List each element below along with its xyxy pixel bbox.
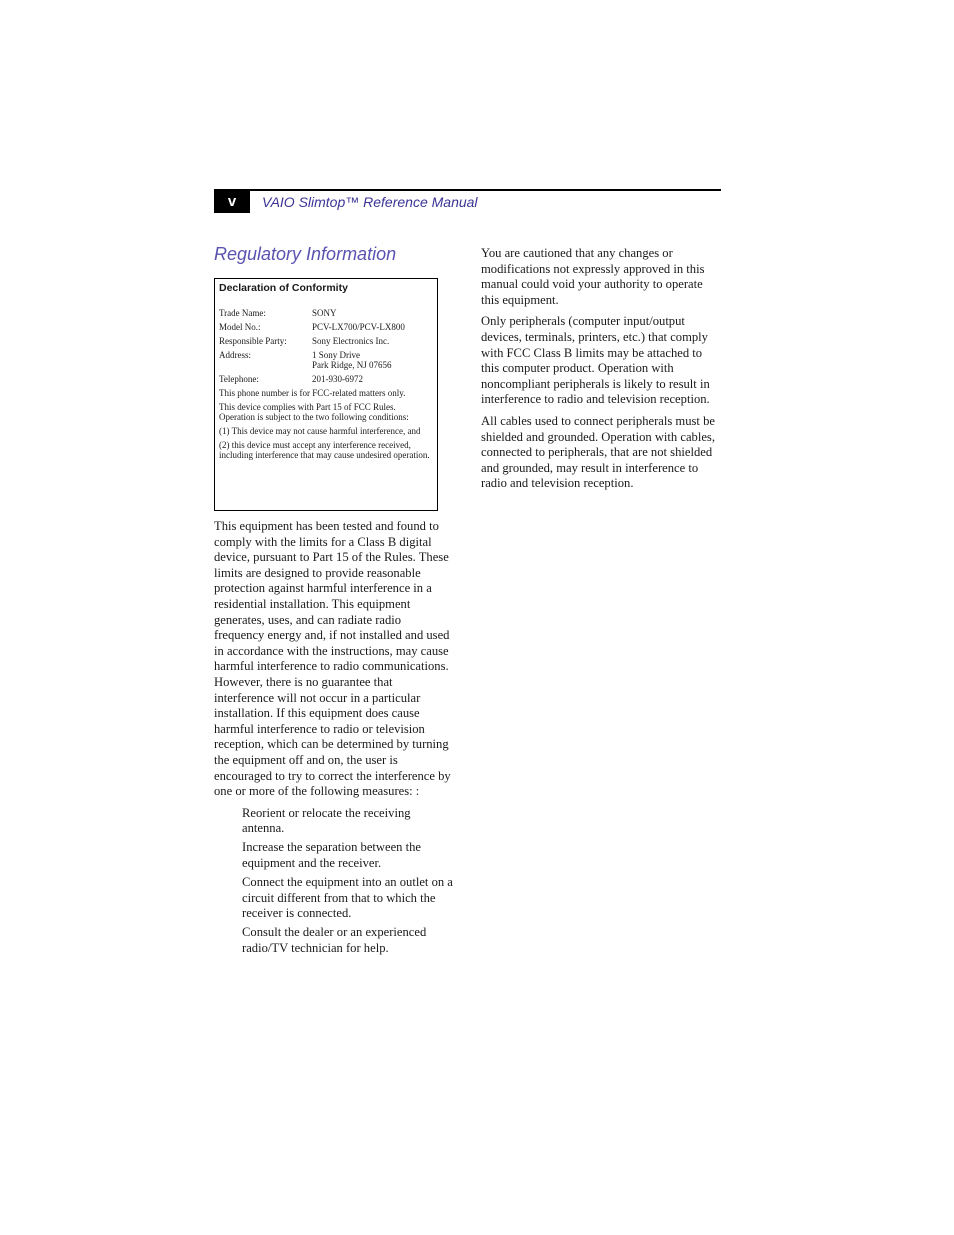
declaration-row-telephone: [219, 374, 433, 384]
declaration-label: Telephone:: [219, 374, 259, 384]
declaration-title: Declaration of Conformity: [219, 282, 348, 294]
declaration-address: [312, 350, 433, 370]
list-item: Connect the equipment into an outlet on a circuit different from that to which the receiver is connected.: [242, 875, 453, 921]
fcc-paragraph: This equipment has been tested and found to comply with the limits for a Class B digital device, pursuant to Part 15 of the Rules. These limits are designed to provide reasonable protection against harmful interference in a residential installation. This equipment generates, uses, and can radiate radio frequency energy and, if not installed and used in accordance with the instructions, may cause harmful interference to radio communications. However, there is no guarantee that interference will not occur in a particular installation. If this equipment does cause harmful interference to radio or television reception, which can be determined by turning the equipment off and on, the user is encouraged to try to correct the interference by one or more of the following measures: :: [214, 519, 451, 799]
declaration-row-address: [219, 350, 433, 370]
page-number: v: [214, 191, 250, 213]
peripherals-paragraph: Only peripherals (computer input/output devices, terminals, printers, etc.) that comply with FCC Class B limits may be attached to this computer product. Operation with noncompliant peripherals is likely to result in interference to radio and television reception.: [481, 314, 710, 407]
declaration-label: Responsible Party:: [219, 336, 287, 346]
declaration-row-model: [219, 322, 433, 332]
declaration-label: Model No.:: [219, 322, 261, 332]
declaration-note: This phone number is for FCC-related matters only.: [219, 388, 406, 398]
running-title: VAIO Slimtop™ Reference Manual: [262, 194, 478, 210]
list-item: Increase the separation between the equipment and the receiver.: [242, 840, 422, 870]
list-item: Consult the dealer or an experienced radio/TV technician for help.: [242, 925, 427, 955]
left-column: [214, 519, 454, 960]
declaration-value: SONY: [312, 308, 337, 318]
right-column: [481, 246, 723, 498]
declaration-row-trade-name: [219, 308, 433, 318]
address-line-1: 1 Sony Drive: [312, 350, 360, 360]
declaration-value: PCV-LX700/PCV-LX800: [312, 322, 405, 332]
section-title: Regulatory Information: [214, 244, 397, 264]
declaration-row-responsible-party: [219, 336, 433, 346]
measures-list: [214, 806, 454, 957]
declaration-note: This device complies with Part 15 of FCC Rules. Operation is subject to the two following conditions:: [219, 402, 409, 422]
cables-paragraph: All cables used to connect peripherals must be shielded and grounded. Operation with cables, connected to peripherals, that are not shielded and grounded, may result in interference to radio and television reception.: [481, 413, 715, 491]
address-line-2: Park Ridge, NJ 07656: [312, 360, 392, 370]
declaration-box: [214, 278, 438, 511]
caution-paragraph: You are cautioned that any changes or modifications not expressly approved in this manual could void your authority to operate this equipment.: [481, 246, 705, 307]
declaration-label: Trade Name:: [219, 308, 266, 318]
declaration-note: (2) this device must accept any interference received, including interference that may cause undesired operation.: [219, 440, 430, 460]
header-rule: [214, 189, 721, 191]
declaration-value: 201-930-6972: [312, 374, 363, 384]
declaration-note: (1) This device may not cause harmful interference, and: [219, 426, 421, 436]
declaration-value: Sony Electronics Inc.: [312, 336, 390, 346]
list-item: Reorient or relocate the receiving antenna.: [242, 805, 411, 836]
declaration-label: Address:: [219, 350, 251, 360]
